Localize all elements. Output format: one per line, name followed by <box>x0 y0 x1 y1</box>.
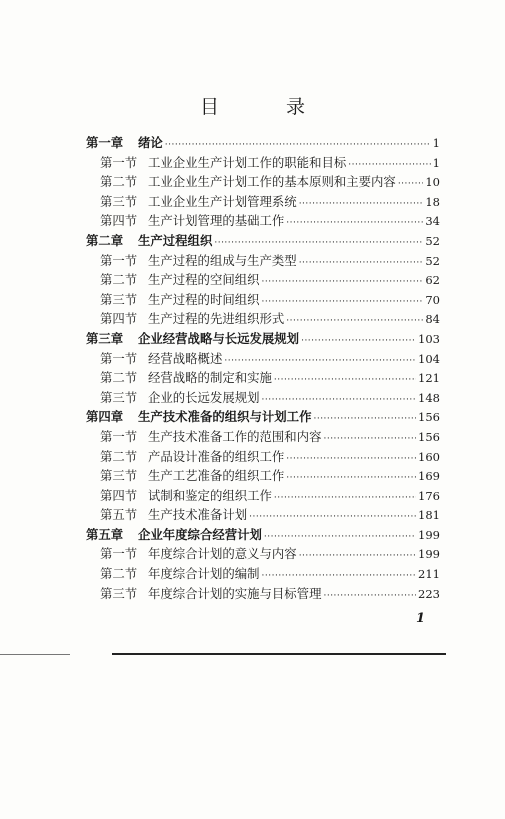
toc-section-entry <box>86 251 440 271</box>
dot-leader <box>165 140 431 150</box>
toc-entry-number: 第四章 <box>86 409 124 425</box>
dot-leader <box>323 434 416 444</box>
dot-leader <box>286 218 423 228</box>
bottom-rule <box>112 653 446 655</box>
toc-entry-page: 62 <box>425 273 440 288</box>
toc-section-entry <box>86 153 440 173</box>
toc-entry-title: 生产技术准备工作的范围和内容 <box>148 428 322 444</box>
toc-section-entry <box>86 427 440 447</box>
toc-entry-title: 工业企业生产计划工作的基本原则和主要内容 <box>148 174 396 190</box>
toc-section-entry <box>86 290 440 310</box>
toc-entry-number: 第一章 <box>86 135 124 150</box>
toc-entry-title: 绪论 <box>138 135 163 150</box>
toc-entry-title: 经营战略概述 <box>148 350 223 366</box>
toc-entry-number: 第三节 <box>100 389 138 405</box>
toc-chapter-entry <box>86 407 440 427</box>
dot-leader <box>249 512 416 522</box>
toc-entry-title: 生产技术准备计划 <box>148 507 248 523</box>
toc-entry-number: 第一节 <box>100 546 138 562</box>
page-title: 目 录 <box>199 96 329 118</box>
toc-entry-page: 199 <box>418 547 440 562</box>
toc-entry-title: 生产过程的空间组织 <box>148 272 260 288</box>
toc-entry-title: 生产技术准备的组织与计划工作 <box>138 409 312 425</box>
toc-entry-page: 148 <box>418 390 440 405</box>
toc-entry-number: 第二节 <box>100 174 138 190</box>
dot-leader <box>313 414 416 424</box>
toc-entry-page: 1 <box>432 136 440 150</box>
dot-leader <box>262 277 424 287</box>
toc-entry-number: 第四节 <box>100 213 138 229</box>
dot-leader <box>348 160 430 170</box>
dot-leader <box>262 571 417 581</box>
toc-entry-page: 169 <box>418 469 440 484</box>
dot-leader <box>264 532 416 542</box>
toc-section-entry <box>86 192 440 212</box>
dot-leader <box>323 591 416 601</box>
toc-entry-page: 181 <box>418 508 440 523</box>
toc-entry-page: 103 <box>418 331 440 346</box>
toc-entry-page: 104 <box>418 351 440 366</box>
toc-entry-page: 211 <box>418 567 440 582</box>
toc-section-entry <box>86 544 440 564</box>
toc-entry-page: 52 <box>425 233 440 248</box>
toc-entry-page: 156 <box>418 429 440 444</box>
toc-entry-title: 工业企业生产计划管理系统 <box>148 193 297 209</box>
dot-leader <box>286 473 416 483</box>
dot-leader <box>262 395 417 405</box>
toc-section-entry <box>86 349 440 369</box>
toc-entry-number: 第一节 <box>100 350 138 366</box>
toc-entry-page: 52 <box>425 253 440 268</box>
dot-leader <box>299 551 416 561</box>
toc-entry-number: 第二节 <box>100 370 138 386</box>
toc-section-entry <box>86 486 440 506</box>
dot-leader <box>286 316 423 326</box>
toc-entry-number: 第二节 <box>100 566 138 582</box>
toc-entry-number: 第四节 <box>100 487 138 503</box>
toc-section-entry <box>86 270 440 290</box>
toc-entry-title: 生产计划管理的基础工作 <box>148 213 285 229</box>
dot-leader <box>299 199 424 209</box>
toc-entry-page: 121 <box>418 371 440 386</box>
toc-entry-number: 第四节 <box>100 311 138 327</box>
toc-entry-number: 第一节 <box>100 154 138 170</box>
dot-leader <box>398 179 424 189</box>
toc-entry-title: 企业的长远发展规划 <box>148 389 260 405</box>
toc-entry-title: 工业企业生产计划工作的职能和目标 <box>148 154 347 170</box>
dot-leader <box>224 356 416 366</box>
page-edge-rule <box>0 654 70 655</box>
toc-entry-number: 第三节 <box>100 291 138 307</box>
toc-section-entry <box>86 211 440 231</box>
toc-section-entry <box>86 505 440 525</box>
toc-entry-title: 生产过程的先进组织形式 <box>148 311 285 327</box>
toc-entry-title: 年度综合计划的意义与内容 <box>148 546 297 562</box>
toc-entry-title: 经营战略的制定和实施 <box>148 370 272 386</box>
toc-entry-title: 企业经营战略与长远发展规划 <box>138 330 300 346</box>
dot-leader <box>301 336 416 346</box>
toc-section-entry <box>86 368 440 388</box>
toc-section-entry <box>86 466 440 486</box>
toc-entry-number: 第三节 <box>100 585 138 601</box>
toc-entry-number: 第一节 <box>100 428 138 444</box>
toc-section-entry <box>86 584 440 604</box>
toc-section-entry <box>86 172 440 192</box>
dot-leader <box>274 493 416 503</box>
table-of-contents <box>86 133 440 603</box>
toc-entry-page: 160 <box>418 449 440 464</box>
toc-entry-page: 34 <box>425 214 440 229</box>
toc-entry-page: 70 <box>425 292 440 307</box>
toc-entry-page: 18 <box>425 194 440 209</box>
toc-entry-title: 生产过程组织 <box>138 232 213 248</box>
toc-entry-title: 年度综合计划的编制 <box>148 566 260 582</box>
toc-entry-number: 第五章 <box>86 526 124 542</box>
toc-entry-page: 176 <box>418 488 440 503</box>
dot-leader <box>286 454 416 464</box>
toc-entry-title: 生产过程的时间组织 <box>148 291 260 307</box>
toc-entry-title: 生产过程的组成与生产类型 <box>148 252 297 268</box>
toc-section-entry <box>86 564 440 584</box>
toc-section-entry <box>86 447 440 467</box>
toc-entry-number: 第一节 <box>100 252 138 268</box>
toc-entry-title: 生产工艺准备的组织工作 <box>148 468 285 484</box>
dot-leader <box>299 258 424 268</box>
toc-chapter-entry <box>86 525 440 545</box>
toc-chapter-entry <box>86 133 440 153</box>
toc-entry-page: 10 <box>425 175 440 190</box>
page-number: 1 <box>416 611 426 626</box>
toc-entry-title: 试制和鉴定的组织工作 <box>148 487 272 503</box>
toc-entry-number: 第三节 <box>100 468 138 484</box>
toc-entry-number: 第二章 <box>86 232 124 248</box>
toc-entry-page: 199 <box>418 527 440 542</box>
toc-entry-number: 第五节 <box>100 507 138 523</box>
toc-entry-title: 年度综合计划的实施与目标管理 <box>148 585 322 601</box>
toc-entry-number: 第三节 <box>100 193 138 209</box>
toc-chapter-entry <box>86 329 440 349</box>
toc-entry-page: 156 <box>418 410 440 425</box>
toc-entry-title: 企业年度综合经营计划 <box>138 526 262 542</box>
toc-entry-page: 84 <box>425 312 440 327</box>
dot-leader <box>262 297 424 307</box>
toc-entry-number: 第二节 <box>100 272 138 288</box>
dot-leader <box>214 238 423 248</box>
toc-section-entry <box>86 309 440 329</box>
dot-leader <box>274 375 416 385</box>
toc-entry-page: 1 <box>432 155 440 170</box>
toc-section-entry <box>86 388 440 408</box>
toc-entry-title: 产品设计准备的组织工作 <box>148 448 285 464</box>
toc-entry-number: 第二节 <box>100 448 138 464</box>
toc-chapter-entry <box>86 231 440 251</box>
toc-entry-number: 第三章 <box>86 330 124 346</box>
toc-entry-page: 223 <box>418 586 440 601</box>
